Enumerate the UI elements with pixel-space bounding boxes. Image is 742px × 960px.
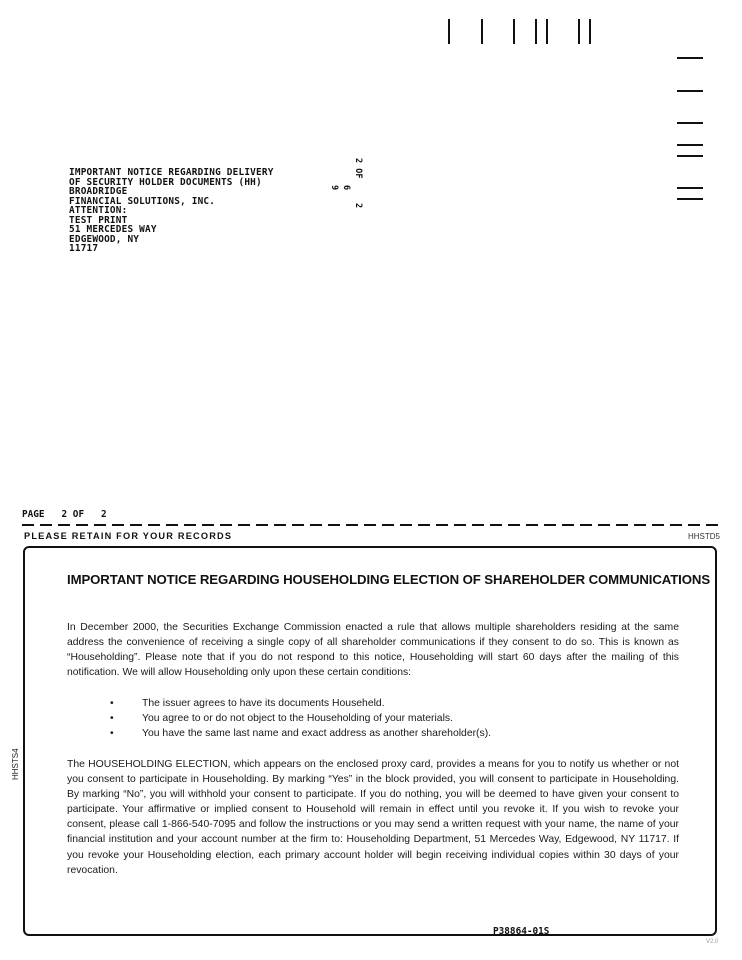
version-label: V2.0 — [706, 939, 719, 945]
rotated-number: 9 — [329, 185, 339, 191]
omr-mark — [677, 144, 703, 146]
list-item-text: You agree to or do not object to the Householding of your materials. — [142, 713, 453, 725]
notice-paragraph-1: In December 2000, the Securities Exchange Commission enacted a rule that allows multiple shareholders residing at the same address the convenience of receiving a single copy of all shareholder communications if they consent to do so. This is known as “Householding”. Please note that if you do not respond to this notice, Householding will start 60 days after the mailing of this notification. We will allow Householding only upon these certain conditions: — [67, 622, 679, 679]
form-code: HHSTD5 — [687, 532, 720, 541]
conditions-list — [110, 696, 491, 742]
address-line: 11717 — [69, 243, 99, 254]
rotated-number: 6 — [341, 185, 351, 191]
list-item — [110, 711, 491, 726]
address-block — [69, 168, 274, 254]
retain-notice: PLEASE RETAIN FOR YOUR RECORDS — [24, 531, 233, 541]
list-item-text: The issuer agrees to have its documents Househeld. — [142, 698, 385, 709]
rotated-page-total: 2 — [353, 203, 363, 209]
address-line: BROADRIDGE — [69, 186, 128, 197]
omr-mark — [677, 187, 703, 189]
barcode-bar — [481, 19, 483, 44]
barcode-bar — [513, 19, 515, 44]
notice-paragraph-2: The HOUSEHOLDING ELECTION, which appears on the enclosed proxy card, provides a means for you to notify us whether or not you consent to participate in Householding. By marking “Yes” in the block provided, you will consent to participate in Householding. By marking “No”, you will withhold your consent to participate. If you do nothing, you will be deemed to have given your consent to participate. Your affirmative or implied consent to Household will remain in effect until you revoke it. If you wish to revoke your consent, please call 1-866-540-7095 and follow the instructions or you may send a written request with your name, the name of your financial institution and your account number at the firm to: Householding Department, 51 Mercedes Way, Edgewood, NY 11717. If you revoke your Householding election, each primary account holder will begin receiving individual copies within 30 days of your revocation. — [67, 759, 679, 876]
address-line: ATTENTION: — [69, 205, 128, 216]
barcode-bar — [546, 19, 548, 44]
address-line: FINANCIAL SOLUTIONS, INC. — [69, 195, 216, 207]
list-item — [110, 726, 491, 741]
barcode-bar — [535, 19, 537, 44]
bullet-icon: • — [110, 728, 114, 740]
omr-mark — [677, 122, 703, 124]
address-line: TEST PRINT — [69, 214, 128, 226]
page-label: PAGE — [22, 509, 45, 520]
rotated-page-of: 2 OF — [353, 158, 363, 179]
omr-mark — [677, 155, 703, 157]
omr-mark — [677, 198, 703, 200]
address-line: OF SECURITY HOLDER DOCUMENTS (HH) — [69, 176, 262, 188]
address-line: IMPORTANT NOTICE REGARDING DELIVERY — [69, 167, 274, 178]
page-indicator — [22, 509, 107, 520]
omr-mark — [677, 57, 703, 59]
address-line: EDGEWOOD, NY — [69, 233, 140, 245]
barcode-bar — [578, 19, 580, 44]
bullet-icon: • — [110, 713, 114, 725]
omr-mark — [677, 90, 703, 92]
list-item — [110, 696, 491, 711]
list-item-text: You have the same last name and exact address as another shareholder(s). — [142, 728, 492, 740]
tear-line — [22, 524, 720, 526]
document-id: P38864-01S — [493, 926, 550, 937]
address-line: 51 MERCEDES WAY — [69, 224, 157, 235]
side-code: HHSTS4 — [11, 748, 20, 780]
barcode-bar — [589, 19, 591, 44]
page-total: 2 — [101, 509, 107, 520]
barcode-bar — [448, 19, 450, 44]
bullet-icon: • — [110, 698, 114, 709]
notice-title: IMPORTANT NOTICE REGARDING HOUSEHOLDING ELECTION OF SHAREHOLDER COMMUNICATIONS — [67, 572, 711, 587]
page-value: 2 OF — [61, 509, 85, 520]
